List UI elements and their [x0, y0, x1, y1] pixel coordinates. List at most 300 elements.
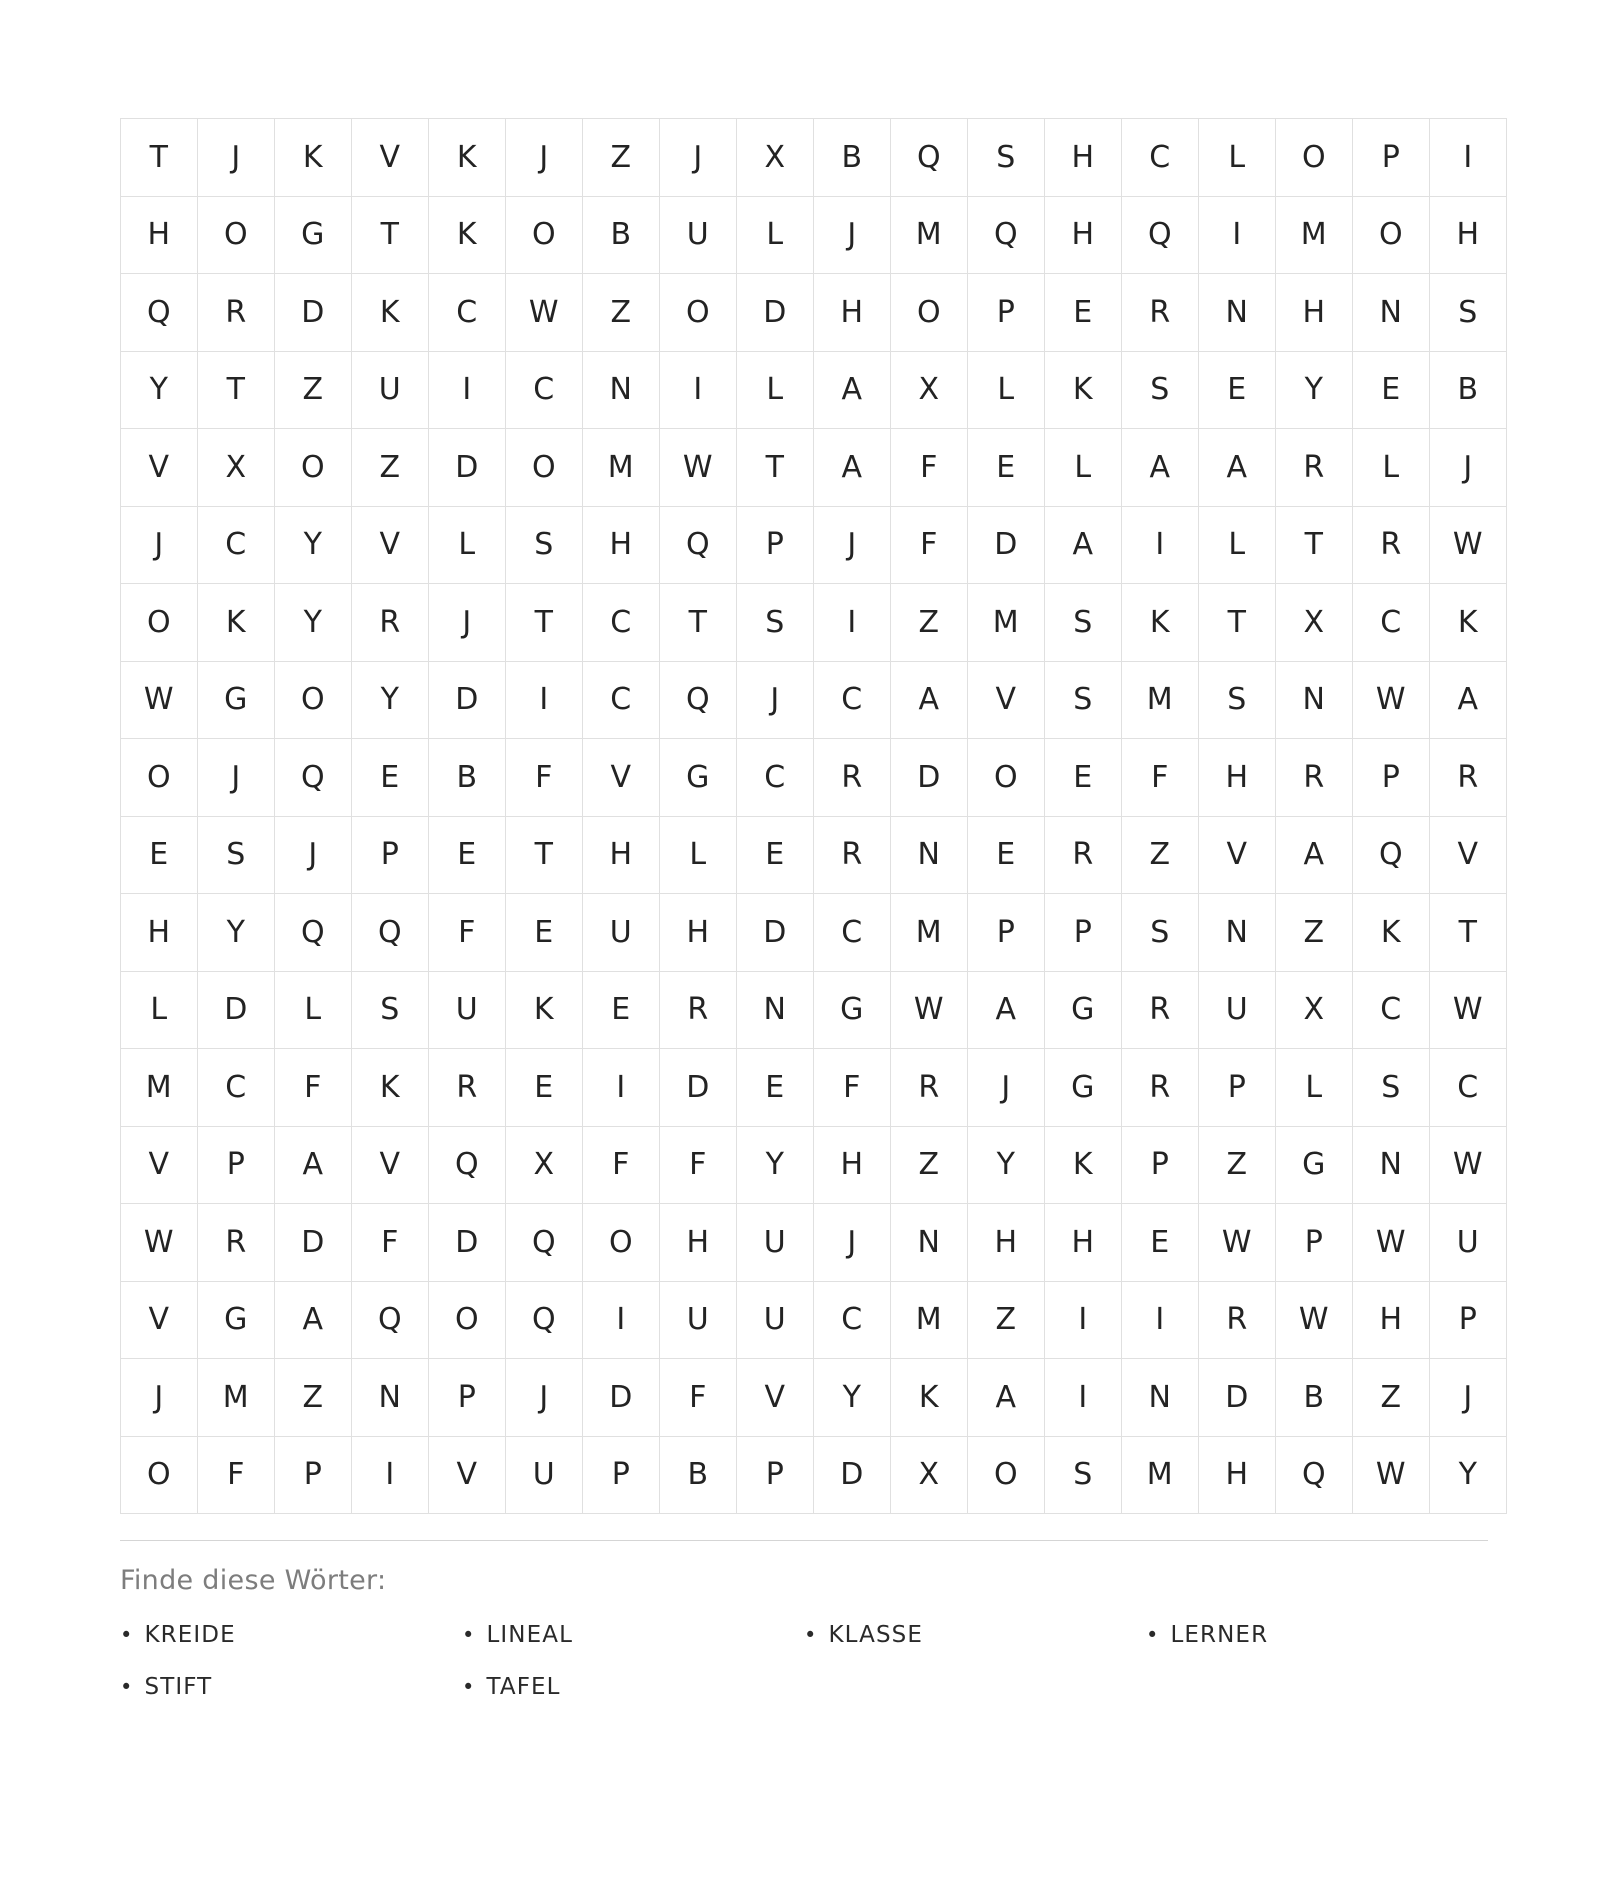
puzzle-cell[interactable]: D [660, 1049, 737, 1127]
puzzle-cell[interactable]: T [737, 429, 814, 507]
puzzle-cell[interactable]: P [429, 1359, 506, 1437]
puzzle-cell[interactable]: O [1353, 196, 1430, 274]
puzzle-cell[interactable]: V [352, 119, 429, 197]
puzzle-cell[interactable]: M [891, 196, 968, 274]
puzzle-cell[interactable]: Z [352, 429, 429, 507]
puzzle-cell[interactable]: N [1199, 274, 1276, 352]
puzzle-cell[interactable]: H [1353, 1281, 1430, 1359]
puzzle-cell[interactable]: N [583, 351, 660, 429]
puzzle-cell[interactable]: W [1430, 971, 1507, 1049]
word-list-item[interactable] [1146, 1622, 1488, 1648]
puzzle-cell[interactable]: S [1122, 351, 1199, 429]
puzzle-cell[interactable]: G [1045, 1049, 1122, 1127]
puzzle-cell[interactable]: N [1122, 1359, 1199, 1437]
puzzle-cell[interactable]: R [198, 274, 275, 352]
puzzle-cell[interactable]: F [352, 1204, 429, 1282]
puzzle-cell[interactable]: D [891, 739, 968, 817]
puzzle-cell[interactable]: D [275, 274, 352, 352]
puzzle-cell[interactable]: R [352, 584, 429, 662]
puzzle-cell[interactable]: J [814, 1204, 891, 1282]
puzzle-cell[interactable]: F [583, 1126, 660, 1204]
puzzle-cell[interactable]: P [1045, 894, 1122, 972]
puzzle-cell[interactable]: Q [121, 274, 198, 352]
word-list-item[interactable] [804, 1622, 1146, 1648]
puzzle-cell[interactable]: M [1122, 1436, 1199, 1514]
puzzle-cell[interactable]: O [275, 429, 352, 507]
puzzle-cell[interactable]: D [814, 1436, 891, 1514]
puzzle-cell[interactable]: E [1122, 1204, 1199, 1282]
puzzle-cell[interactable]: H [1045, 196, 1122, 274]
puzzle-cell[interactable]: G [275, 196, 352, 274]
puzzle-cell[interactable]: C [1353, 971, 1430, 1049]
puzzle-cell[interactable]: I [660, 351, 737, 429]
puzzle-cell[interactable]: W [660, 429, 737, 507]
puzzle-cell[interactable]: A [1276, 816, 1353, 894]
puzzle-cell[interactable]: H [968, 1204, 1045, 1282]
puzzle-cell[interactable]: Y [121, 351, 198, 429]
puzzle-cell[interactable]: U [352, 351, 429, 429]
puzzle-cell[interactable]: H [660, 894, 737, 972]
puzzle-cell[interactable]: A [1430, 661, 1507, 739]
word-list-item[interactable] [120, 1622, 462, 1648]
puzzle-cell[interactable]: H [1276, 274, 1353, 352]
puzzle-cell[interactable]: R [814, 816, 891, 894]
puzzle-cell[interactable]: Y [275, 584, 352, 662]
puzzle-cell[interactable]: L [737, 351, 814, 429]
puzzle-cell[interactable]: R [429, 1049, 506, 1127]
puzzle-cell[interactable]: Y [352, 661, 429, 739]
puzzle-cell[interactable]: H [121, 894, 198, 972]
puzzle-cell[interactable]: A [814, 429, 891, 507]
puzzle-cell[interactable]: Q [891, 119, 968, 197]
puzzle-cell[interactable]: N [737, 971, 814, 1049]
puzzle-cell[interactable]: D [737, 894, 814, 972]
puzzle-cell[interactable]: T [1276, 506, 1353, 584]
puzzle-cell[interactable]: T [506, 816, 583, 894]
puzzle-cell[interactable]: P [1353, 119, 1430, 197]
puzzle-cell[interactable]: X [198, 429, 275, 507]
puzzle-cell[interactable]: B [814, 119, 891, 197]
puzzle-cell[interactable]: F [275, 1049, 352, 1127]
puzzle-cell[interactable]: G [1045, 971, 1122, 1049]
puzzle-cell[interactable]: H [1199, 739, 1276, 817]
puzzle-cell[interactable]: V [121, 429, 198, 507]
puzzle-cell[interactable]: S [1045, 584, 1122, 662]
puzzle-cell[interactable]: D [275, 1204, 352, 1282]
puzzle-cell[interactable]: X [891, 351, 968, 429]
word-list-item[interactable] [120, 1674, 462, 1700]
puzzle-cell[interactable]: F [198, 1436, 275, 1514]
puzzle-cell[interactable]: O [506, 429, 583, 507]
puzzle-cell[interactable]: Q [660, 506, 737, 584]
puzzle-cell[interactable]: J [198, 739, 275, 817]
puzzle-cell[interactable]: V [352, 506, 429, 584]
puzzle-cell[interactable]: M [583, 429, 660, 507]
puzzle-cell[interactable]: K [429, 196, 506, 274]
puzzle-cell[interactable]: K [352, 274, 429, 352]
puzzle-cell[interactable]: I [583, 1281, 660, 1359]
puzzle-cell[interactable]: Y [198, 894, 275, 972]
puzzle-cell[interactable]: W [506, 274, 583, 352]
puzzle-cell[interactable]: O [121, 584, 198, 662]
puzzle-cell[interactable]: L [1199, 506, 1276, 584]
puzzle-cell[interactable]: K [275, 119, 352, 197]
puzzle-cell[interactable]: A [1199, 429, 1276, 507]
puzzle-cell[interactable]: C [198, 1049, 275, 1127]
puzzle-cell[interactable]: N [1199, 894, 1276, 972]
puzzle-cell[interactable]: I [1045, 1281, 1122, 1359]
puzzle-cell[interactable]: D [968, 506, 1045, 584]
puzzle-cell[interactable]: C [814, 661, 891, 739]
puzzle-cell[interactable]: Q [275, 739, 352, 817]
puzzle-cell[interactable]: A [891, 661, 968, 739]
puzzle-cell[interactable]: Q [352, 894, 429, 972]
puzzle-cell[interactable]: K [506, 971, 583, 1049]
puzzle-cell[interactable]: E [737, 1049, 814, 1127]
puzzle-cell[interactable]: P [737, 506, 814, 584]
puzzle-cell[interactable]: Z [891, 584, 968, 662]
puzzle-cell[interactable]: Z [275, 1359, 352, 1437]
puzzle-cell[interactable]: J [429, 584, 506, 662]
puzzle-cell[interactable]: V [1430, 816, 1507, 894]
puzzle-cell[interactable]: I [1045, 1359, 1122, 1437]
puzzle-cell[interactable]: F [1122, 739, 1199, 817]
puzzle-cell[interactable]: H [660, 1204, 737, 1282]
puzzle-cell[interactable]: M [121, 1049, 198, 1127]
puzzle-cell[interactable]: C [583, 661, 660, 739]
puzzle-cell[interactable]: E [1045, 274, 1122, 352]
puzzle-cell[interactable]: D [198, 971, 275, 1049]
puzzle-cell[interactable]: H [1045, 1204, 1122, 1282]
puzzle-cell[interactable]: A [968, 971, 1045, 1049]
puzzle-cell[interactable]: R [198, 1204, 275, 1282]
puzzle-cell[interactable]: G [198, 661, 275, 739]
puzzle-cell[interactable]: O [968, 1436, 1045, 1514]
puzzle-cell[interactable]: J [506, 1359, 583, 1437]
puzzle-cell[interactable]: Y [275, 506, 352, 584]
puzzle-cell[interactable]: H [814, 274, 891, 352]
puzzle-cell[interactable]: Q [352, 1281, 429, 1359]
puzzle-cell[interactable]: F [506, 739, 583, 817]
puzzle-cell[interactable]: T [660, 584, 737, 662]
puzzle-cell[interactable]: P [1199, 1049, 1276, 1127]
puzzle-cell[interactable]: L [1045, 429, 1122, 507]
puzzle-cell[interactable]: R [1199, 1281, 1276, 1359]
puzzle-cell[interactable]: O [275, 661, 352, 739]
puzzle-cell[interactable]: R [1045, 816, 1122, 894]
puzzle-cell[interactable]: M [198, 1359, 275, 1437]
puzzle-cell[interactable]: U [737, 1204, 814, 1282]
puzzle-cell[interactable]: P [275, 1436, 352, 1514]
puzzle-cell[interactable]: Z [1122, 816, 1199, 894]
puzzle-cell[interactable]: E [968, 816, 1045, 894]
puzzle-cell[interactable]: J [737, 661, 814, 739]
puzzle-cell[interactable]: Q [506, 1281, 583, 1359]
puzzle-cell[interactable]: V [737, 1359, 814, 1437]
puzzle-cell[interactable]: C [814, 894, 891, 972]
puzzle-cell[interactable]: C [1430, 1049, 1507, 1127]
puzzle-cell[interactable]: R [1122, 274, 1199, 352]
puzzle-cell[interactable]: Q [429, 1126, 506, 1204]
puzzle-cell[interactable]: H [1199, 1436, 1276, 1514]
puzzle-cell[interactable]: G [1276, 1126, 1353, 1204]
puzzle-cell[interactable]: J [814, 506, 891, 584]
puzzle-cell[interactable]: U [737, 1281, 814, 1359]
puzzle-cell[interactable]: I [429, 351, 506, 429]
puzzle-cell[interactable]: Q [275, 894, 352, 972]
puzzle-cell[interactable]: P [583, 1436, 660, 1514]
puzzle-cell[interactable]: O [1276, 119, 1353, 197]
puzzle-cell[interactable]: N [891, 1204, 968, 1282]
puzzle-cell[interactable]: W [1353, 1436, 1430, 1514]
puzzle-cell[interactable]: T [198, 351, 275, 429]
puzzle-cell[interactable]: O [506, 196, 583, 274]
puzzle-cell[interactable]: L [121, 971, 198, 1049]
puzzle-cell[interactable]: D [429, 429, 506, 507]
puzzle-cell[interactable]: S [198, 816, 275, 894]
puzzle-cell[interactable]: I [1122, 1281, 1199, 1359]
puzzle-cell[interactable]: Z [275, 351, 352, 429]
puzzle-cell[interactable]: K [1045, 1126, 1122, 1204]
puzzle-cell[interactable]: Q [968, 196, 1045, 274]
puzzle-cell[interactable]: C [429, 274, 506, 352]
puzzle-cell[interactable]: U [660, 1281, 737, 1359]
puzzle-cell[interactable]: T [352, 196, 429, 274]
puzzle-cell[interactable]: Z [1276, 894, 1353, 972]
puzzle-cell[interactable]: N [891, 816, 968, 894]
puzzle-cell[interactable]: B [583, 196, 660, 274]
puzzle-cell[interactable]: B [1276, 1359, 1353, 1437]
puzzle-cell[interactable]: T [1199, 584, 1276, 662]
puzzle-cell[interactable]: U [660, 196, 737, 274]
puzzle-cell[interactable]: O [198, 196, 275, 274]
puzzle-cell[interactable]: R [1122, 971, 1199, 1049]
puzzle-cell[interactable]: Y [814, 1359, 891, 1437]
puzzle-cell[interactable]: G [660, 739, 737, 817]
puzzle-cell[interactable]: I [506, 661, 583, 739]
puzzle-cell[interactable]: C [814, 1281, 891, 1359]
puzzle-cell[interactable]: L [275, 971, 352, 1049]
puzzle-cell[interactable]: S [968, 119, 1045, 197]
puzzle-cell[interactable]: W [891, 971, 968, 1049]
puzzle-cell[interactable]: M [1276, 196, 1353, 274]
puzzle-cell[interactable]: I [814, 584, 891, 662]
puzzle-cell[interactable]: O [891, 274, 968, 352]
puzzle-cell[interactable]: E [1353, 351, 1430, 429]
puzzle-cell[interactable]: R [814, 739, 891, 817]
puzzle-cell[interactable]: E [1045, 739, 1122, 817]
puzzle-cell[interactable]: N [1353, 274, 1430, 352]
puzzle-cell[interactable]: N [352, 1359, 429, 1437]
puzzle-cell[interactable]: O [121, 1436, 198, 1514]
puzzle-cell[interactable]: P [352, 816, 429, 894]
puzzle-cell[interactable]: U [506, 1436, 583, 1514]
puzzle-cell[interactable]: L [429, 506, 506, 584]
puzzle-cell[interactable]: I [1430, 119, 1507, 197]
puzzle-cell[interactable]: S [352, 971, 429, 1049]
puzzle-cell[interactable]: D [429, 661, 506, 739]
puzzle-cell[interactable]: K [891, 1359, 968, 1437]
puzzle-cell[interactable]: E [352, 739, 429, 817]
puzzle-cell[interactable]: P [1276, 1204, 1353, 1282]
puzzle-cell[interactable]: A [275, 1126, 352, 1204]
puzzle-cell[interactable]: W [121, 1204, 198, 1282]
puzzle-cell[interactable]: D [737, 274, 814, 352]
puzzle-cell[interactable]: H [814, 1126, 891, 1204]
puzzle-cell[interactable]: K [429, 119, 506, 197]
puzzle-cell[interactable]: D [429, 1204, 506, 1282]
puzzle-cell[interactable]: J [968, 1049, 1045, 1127]
puzzle-cell[interactable]: Y [1276, 351, 1353, 429]
puzzle-cell[interactable]: T [121, 119, 198, 197]
puzzle-cell[interactable]: E [121, 816, 198, 894]
puzzle-cell[interactable]: W [121, 661, 198, 739]
puzzle-cell[interactable]: J [1430, 429, 1507, 507]
puzzle-cell[interactable]: H [1430, 196, 1507, 274]
puzzle-cell[interactable]: K [1430, 584, 1507, 662]
puzzle-cell[interactable]: Q [506, 1204, 583, 1282]
puzzle-cell[interactable]: F [429, 894, 506, 972]
puzzle-cell[interactable]: B [660, 1436, 737, 1514]
puzzle-cell[interactable]: K [1122, 584, 1199, 662]
puzzle-cell[interactable]: M [891, 894, 968, 972]
puzzle-cell[interactable]: R [1430, 739, 1507, 817]
puzzle-cell[interactable]: E [506, 1049, 583, 1127]
puzzle-cell[interactable]: C [1353, 584, 1430, 662]
puzzle-cell[interactable]: O [121, 739, 198, 817]
puzzle-cell[interactable]: F [891, 429, 968, 507]
puzzle-cell[interactable]: Z [583, 119, 660, 197]
puzzle-cell[interactable]: V [352, 1126, 429, 1204]
puzzle-cell[interactable]: Z [891, 1126, 968, 1204]
puzzle-cell[interactable]: F [891, 506, 968, 584]
puzzle-cell[interactable]: J [275, 816, 352, 894]
puzzle-cell[interactable]: B [429, 739, 506, 817]
puzzle-cell[interactable]: P [968, 274, 1045, 352]
puzzle-cell[interactable]: R [891, 1049, 968, 1127]
puzzle-cell[interactable]: R [1122, 1049, 1199, 1127]
puzzle-cell[interactable]: G [814, 971, 891, 1049]
puzzle-cell[interactable]: I [1122, 506, 1199, 584]
puzzle-cell[interactable]: M [891, 1281, 968, 1359]
puzzle-cell[interactable]: O [429, 1281, 506, 1359]
puzzle-cell[interactable]: C [1122, 119, 1199, 197]
puzzle-cell[interactable]: L [737, 196, 814, 274]
puzzle-cell[interactable]: A [968, 1359, 1045, 1437]
puzzle-cell[interactable]: W [1353, 661, 1430, 739]
puzzle-cell[interactable]: E [1199, 351, 1276, 429]
puzzle-cell[interactable]: S [1045, 1436, 1122, 1514]
puzzle-cell[interactable]: S [506, 506, 583, 584]
puzzle-cell[interactable]: L [1353, 429, 1430, 507]
puzzle-cell[interactable]: C [737, 739, 814, 817]
puzzle-cell[interactable]: U [429, 971, 506, 1049]
puzzle-cell[interactable]: A [1045, 506, 1122, 584]
puzzle-cell[interactable]: D [1199, 1359, 1276, 1437]
puzzle-cell[interactable]: D [583, 1359, 660, 1437]
puzzle-cell[interactable]: U [1430, 1204, 1507, 1282]
puzzle-cell[interactable]: O [660, 274, 737, 352]
word-list-item[interactable] [462, 1622, 804, 1648]
puzzle-cell[interactable]: N [1276, 661, 1353, 739]
puzzle-cell[interactable]: S [1045, 661, 1122, 739]
puzzle-cell[interactable]: P [1122, 1126, 1199, 1204]
puzzle-cell[interactable]: U [583, 894, 660, 972]
puzzle-cell[interactable]: V [121, 1126, 198, 1204]
puzzle-cell[interactable]: H [1045, 119, 1122, 197]
puzzle-cell[interactable]: S [737, 584, 814, 662]
puzzle-cell[interactable]: K [1045, 351, 1122, 429]
puzzle-cell[interactable]: E [737, 816, 814, 894]
puzzle-cell[interactable]: Z [968, 1281, 1045, 1359]
puzzle-cell[interactable]: Q [660, 661, 737, 739]
puzzle-cell[interactable]: W [1276, 1281, 1353, 1359]
puzzle-cell[interactable]: L [660, 816, 737, 894]
puzzle-cell[interactable]: R [1353, 506, 1430, 584]
puzzle-cell[interactable]: W [1430, 506, 1507, 584]
puzzle-cell[interactable]: H [583, 816, 660, 894]
puzzle-cell[interactable]: V [121, 1281, 198, 1359]
puzzle-cell[interactable]: A [275, 1281, 352, 1359]
puzzle-cell[interactable]: S [1199, 661, 1276, 739]
puzzle-cell[interactable]: Q [1122, 196, 1199, 274]
puzzle-cell[interactable]: I [583, 1049, 660, 1127]
puzzle-cell[interactable]: Z [1199, 1126, 1276, 1204]
puzzle-cell[interactable]: J [506, 119, 583, 197]
puzzle-cell[interactable]: J [660, 119, 737, 197]
puzzle-cell[interactable]: I [1199, 196, 1276, 274]
puzzle-cell[interactable]: F [660, 1359, 737, 1437]
puzzle-cell[interactable]: Q [1276, 1436, 1353, 1514]
puzzle-cell[interactable]: K [352, 1049, 429, 1127]
puzzle-cell[interactable]: K [1353, 894, 1430, 972]
word-list-item[interactable] [462, 1674, 804, 1700]
puzzle-cell[interactable]: A [1122, 429, 1199, 507]
puzzle-cell[interactable]: J [814, 196, 891, 274]
puzzle-cell[interactable]: F [814, 1049, 891, 1127]
puzzle-cell[interactable]: O [583, 1204, 660, 1282]
puzzle-cell[interactable]: P [737, 1436, 814, 1514]
puzzle-cell[interactable]: U [1199, 971, 1276, 1049]
puzzle-cell[interactable]: L [1199, 119, 1276, 197]
puzzle-cell[interactable]: X [506, 1126, 583, 1204]
puzzle-cell[interactable]: X [891, 1436, 968, 1514]
puzzle-cell[interactable]: Y [1430, 1436, 1507, 1514]
puzzle-cell[interactable]: Y [968, 1126, 1045, 1204]
puzzle-cell[interactable]: J [198, 119, 275, 197]
puzzle-cell[interactable]: R [660, 971, 737, 1049]
puzzle-cell[interactable]: V [968, 661, 1045, 739]
puzzle-cell[interactable]: J [121, 506, 198, 584]
puzzle-cell[interactable]: N [1353, 1126, 1430, 1204]
puzzle-cell[interactable]: X [1276, 584, 1353, 662]
puzzle-cell[interactable]: R [1276, 429, 1353, 507]
puzzle-cell[interactable]: A [814, 351, 891, 429]
puzzle-cell[interactable]: Z [583, 274, 660, 352]
puzzle-cell[interactable]: L [1276, 1049, 1353, 1127]
puzzle-cell[interactable]: C [506, 351, 583, 429]
puzzle-cell[interactable]: H [121, 196, 198, 274]
puzzle-cell[interactable]: P [1430, 1281, 1507, 1359]
puzzle-cell[interactable]: P [1353, 739, 1430, 817]
puzzle-cell[interactable]: E [968, 429, 1045, 507]
puzzle-cell[interactable]: V [429, 1436, 506, 1514]
puzzle-cell[interactable]: B [1430, 351, 1507, 429]
puzzle-cell[interactable]: C [583, 584, 660, 662]
puzzle-cell[interactable]: K [198, 584, 275, 662]
puzzle-cell[interactable]: V [1199, 816, 1276, 894]
puzzle-cell[interactable]: S [1430, 274, 1507, 352]
